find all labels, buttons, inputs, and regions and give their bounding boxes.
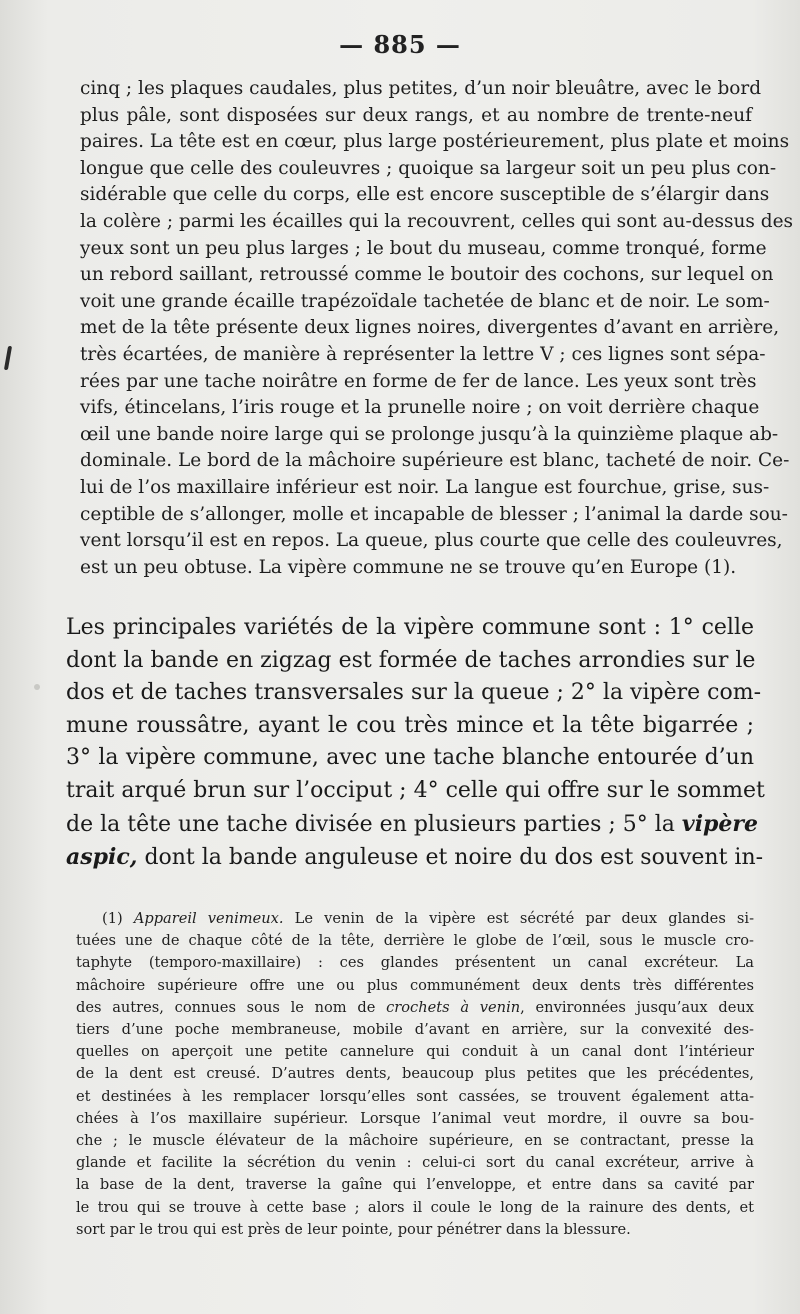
text-segment: , environnées jusqu’aux deux bbox=[520, 998, 755, 1016]
text-line: vifs, étincelans, l’iris rouge et la prunelle noire ; on voit derrière chaque bbox=[80, 397, 760, 419]
footnote-line: mâchoire supérieure offre une ou plus communément deux dents très différentes bbox=[76, 976, 754, 994]
text-line: très écartées, de manière à représenter la lettre V ; ces lignes sont sépa- bbox=[80, 343, 766, 365]
text-line: cinq ; les plaques caudales, plus petites, d’un noir bleuâtre, avec le bord bbox=[80, 78, 762, 99]
margin-spot bbox=[34, 684, 40, 690]
paragraph-varieties bbox=[66, 612, 765, 875]
text-line: longue que celle des couleuvres ; quoique sa largeur soit un peu plus con- bbox=[80, 157, 777, 179]
text-line: vent lorsqu’il est en repos. La queue, plus courte que celle des couleuvres, bbox=[80, 530, 783, 552]
footnote bbox=[76, 908, 754, 1241]
footnote-title: Appareil venimeux. bbox=[133, 910, 284, 927]
text-line: la colère ; parmi les écailles qui la recouvrent, celles qui sont au-dessus des bbox=[80, 210, 794, 232]
footnote-line: et destinées à les remplacer lorsqu’elles sont cassées, se trouvent également atta- bbox=[76, 1087, 754, 1105]
text-line: voit une grande écaille trapézoïdale tachetée de blanc et de noir. Le som- bbox=[80, 290, 770, 312]
footnote-line: glande et facilite la sécrétion du venin : celui-ci sort du canal excréteur, arrive à bbox=[76, 1154, 754, 1172]
footnote-line: che ; le muscle élévateur de la mâchoire supérieure, en se contractant, presse la bbox=[76, 1132, 754, 1150]
footnote-line: sort par le trou qui est près de leur pointe, pour pénétrer dans la blessure. bbox=[76, 1220, 631, 1238]
text-line: lui de l’os maxillaire inférieur est noir. La langue est fourchue, grise, sus- bbox=[80, 476, 770, 498]
text-line: œil une bande noire large qui se prolonge jusqu’à la quinzième plaque ab- bbox=[80, 423, 779, 445]
footnote-first-line bbox=[76, 908, 754, 930]
text-segment: de la tête une tache divisée en plusieurs parties ; 5° la bbox=[66, 811, 675, 837]
text-line: mune roussâtre, ayant le cou très mince et la tête bigarrée ; bbox=[66, 712, 754, 738]
footnote-line: tiers d’une poche membraneuse, mobile d’avant en arrière, sur la convexité des- bbox=[76, 1021, 754, 1039]
margin-ink-mark bbox=[4, 346, 12, 370]
text-segment: dont la bande anguleuse et noire du dos est souvent in- bbox=[144, 845, 764, 871]
text-line: dont la bande en zigzag est formée de taches arrondies sur le bbox=[66, 647, 756, 673]
italic-term: aspic, bbox=[66, 844, 138, 871]
footnote-marker: (1) bbox=[102, 910, 123, 927]
text-segment: Le venin de la vipère est sécrété par deux glandes si- bbox=[294, 910, 755, 927]
text-line: dos et de taches transversales sur la queue ; 2° la vipère com- bbox=[66, 680, 762, 706]
text-line: yeux sont un peu plus larges ; le bout du museau, comme tronqué, forme bbox=[80, 237, 767, 259]
text-line: Les principales variétés de la vipère commune sont : 1° celle bbox=[66, 615, 754, 640]
text-line: ceptible de s’allonger, molle et incapable de blesser ; l’animal la darde sou- bbox=[80, 503, 788, 525]
text-line: trait arqué brun sur l’occiput ; 4° celle qui offre sur le sommet bbox=[66, 777, 765, 803]
footnote-line: quelles on aperçoit une petite cannelure qui conduit à un canal dont l’intérieur bbox=[76, 1043, 754, 1061]
footnote-line: chées à l’os maxillaire supérieur. Lorsque l’animal veut mordre, il ouvre sa bou- bbox=[76, 1109, 754, 1127]
text-line: met de la tête présente deux lignes noires, divergentes d’avant en arrière, bbox=[80, 317, 780, 339]
italic-term: crochets à venin bbox=[386, 998, 521, 1016]
text-line: plus pâle, sont disposées sur deux rangs, et au nombre de trente-neuf bbox=[80, 104, 752, 126]
page-number: — 885 — bbox=[339, 30, 461, 59]
italic-term: vipère bbox=[681, 810, 759, 837]
text-line: rées par une tache noirâtre en forme de fer de lance. Les yeux sont très bbox=[80, 370, 757, 392]
footnote-line: la base de la dent, traverse la gaîne qui l’enveloppe, et entre dans sa cavité par bbox=[76, 1176, 754, 1194]
text-segment: des autres, connues sous le nom de bbox=[76, 998, 376, 1016]
footnote-line: de la dent est creusé. D’autres dents, beaucoup plus petites que les précédentes, bbox=[76, 1065, 754, 1083]
footnote-line: taphyte (temporo-maxillaire) : ces glandes présentent un canal excréteur. La bbox=[76, 954, 754, 972]
text-line: est un peu obtuse. La vipère commune ne se trouve qu’en Europe (1). bbox=[80, 556, 737, 578]
footnote-line: tuées une de chaque côté de la tête, derrière le globe de l’œil, sous le muscle cro- bbox=[76, 932, 754, 950]
text-line: sidérable que celle du corps, elle est encore susceptible de s’élargir dans bbox=[80, 184, 770, 206]
text-line: paires. La tête est en cœur, plus large postérieurement, plus plate et moins bbox=[80, 131, 790, 153]
text-line-with-italic bbox=[66, 808, 759, 842]
text-line: dominale. Le bord de la mâchoire supérieure est blanc, tacheté de noir. Ce- bbox=[80, 450, 790, 472]
footnote-line-with-italic bbox=[76, 997, 754, 1019]
text-line: 3° la vipère commune, avec une tache blanche entourée d’un bbox=[66, 745, 754, 771]
text-line-with-italic bbox=[66, 841, 764, 875]
text-line: un rebord saillant, retroussé comme le boutoir des cochons, sur lequel on bbox=[80, 264, 774, 286]
footnote-line: le trou qui se trouve à cette base ; alors il coule le long de la rainure des dents, et bbox=[76, 1198, 754, 1216]
paragraph-description bbox=[80, 76, 794, 581]
